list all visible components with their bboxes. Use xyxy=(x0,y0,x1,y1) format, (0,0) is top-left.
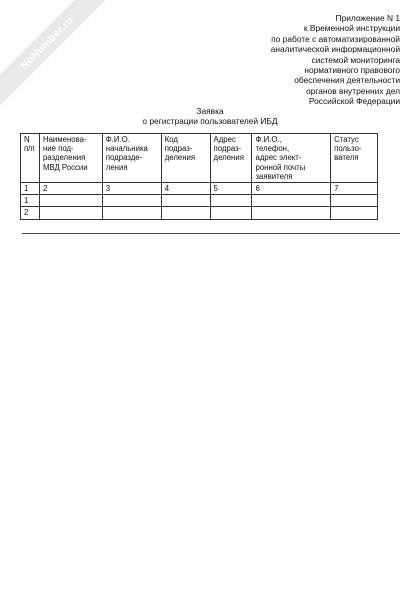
table-cell xyxy=(331,207,378,219)
appendix-reference xyxy=(210,13,400,107)
column-number-cell: 2 xyxy=(39,183,102,195)
appendix-line: аналитической информационной xyxy=(270,44,400,55)
appendix-line: органов внутренних дел xyxy=(306,85,400,96)
appendix-line: Приложение N 1 xyxy=(335,13,400,23)
header-cell-unit-address: Адрес подраз- деления xyxy=(210,134,252,183)
table-header-row xyxy=(21,134,378,183)
header-cell-user-status: Статус пользо- вателя xyxy=(331,134,378,183)
header-cell-applicant: Ф.И.О., телефон, адрес элект- ронной почты заявителя xyxy=(252,134,331,183)
column-number-cell: 1 xyxy=(21,183,40,195)
table-row xyxy=(21,207,378,219)
column-number-cell: 7 xyxy=(331,183,378,195)
table-cell xyxy=(161,207,210,219)
registration-table xyxy=(20,133,378,220)
column-number-cell: 6 xyxy=(252,183,331,195)
table-cell xyxy=(161,195,210,207)
appendix-line: Российской Федерации xyxy=(308,96,400,107)
table-cell xyxy=(39,195,102,207)
section-divider xyxy=(22,233,400,234)
document-title xyxy=(0,106,420,127)
column-number-cell: 5 xyxy=(210,183,252,195)
table-cell xyxy=(252,195,331,207)
header-cell-unit-name: Наименова- ние под- разделения МВД России xyxy=(39,134,102,183)
appendix-line: нормативного правового xyxy=(304,65,400,76)
table-cell: 2 xyxy=(21,207,40,219)
table-cell xyxy=(331,195,378,207)
table-row xyxy=(21,195,378,207)
title-subheading: о регистрации пользователей ИБД xyxy=(142,116,278,127)
appendix-line: системой мониторинга xyxy=(311,54,400,65)
watermark-ribbon: NoNumber.ru xyxy=(0,0,115,111)
appendix-line: к Временной инструкции xyxy=(303,23,400,34)
table-column-numbers-row xyxy=(21,183,378,195)
table-cell xyxy=(210,207,252,219)
appendix-line: обеспечения деятельности xyxy=(294,75,400,86)
appendix-line: по работе с автоматизированной xyxy=(271,33,400,44)
header-cell-head-name: Ф.И.О. начальника подразде- ления xyxy=(102,134,161,183)
watermark-corner xyxy=(0,0,120,120)
table-cell xyxy=(210,195,252,207)
title-heading: Заявка xyxy=(196,106,224,116)
column-number-cell: 4 xyxy=(161,183,210,195)
table-cell xyxy=(252,207,331,219)
table-cell xyxy=(39,207,102,219)
column-number-cell: 3 xyxy=(102,183,161,195)
table-cell xyxy=(102,195,161,207)
header-cell-unit-code: Код подраз- деления xyxy=(161,134,210,183)
header-cell-number: N п/п xyxy=(21,134,40,183)
table-cell xyxy=(102,207,161,219)
table-cell: 1 xyxy=(21,195,40,207)
